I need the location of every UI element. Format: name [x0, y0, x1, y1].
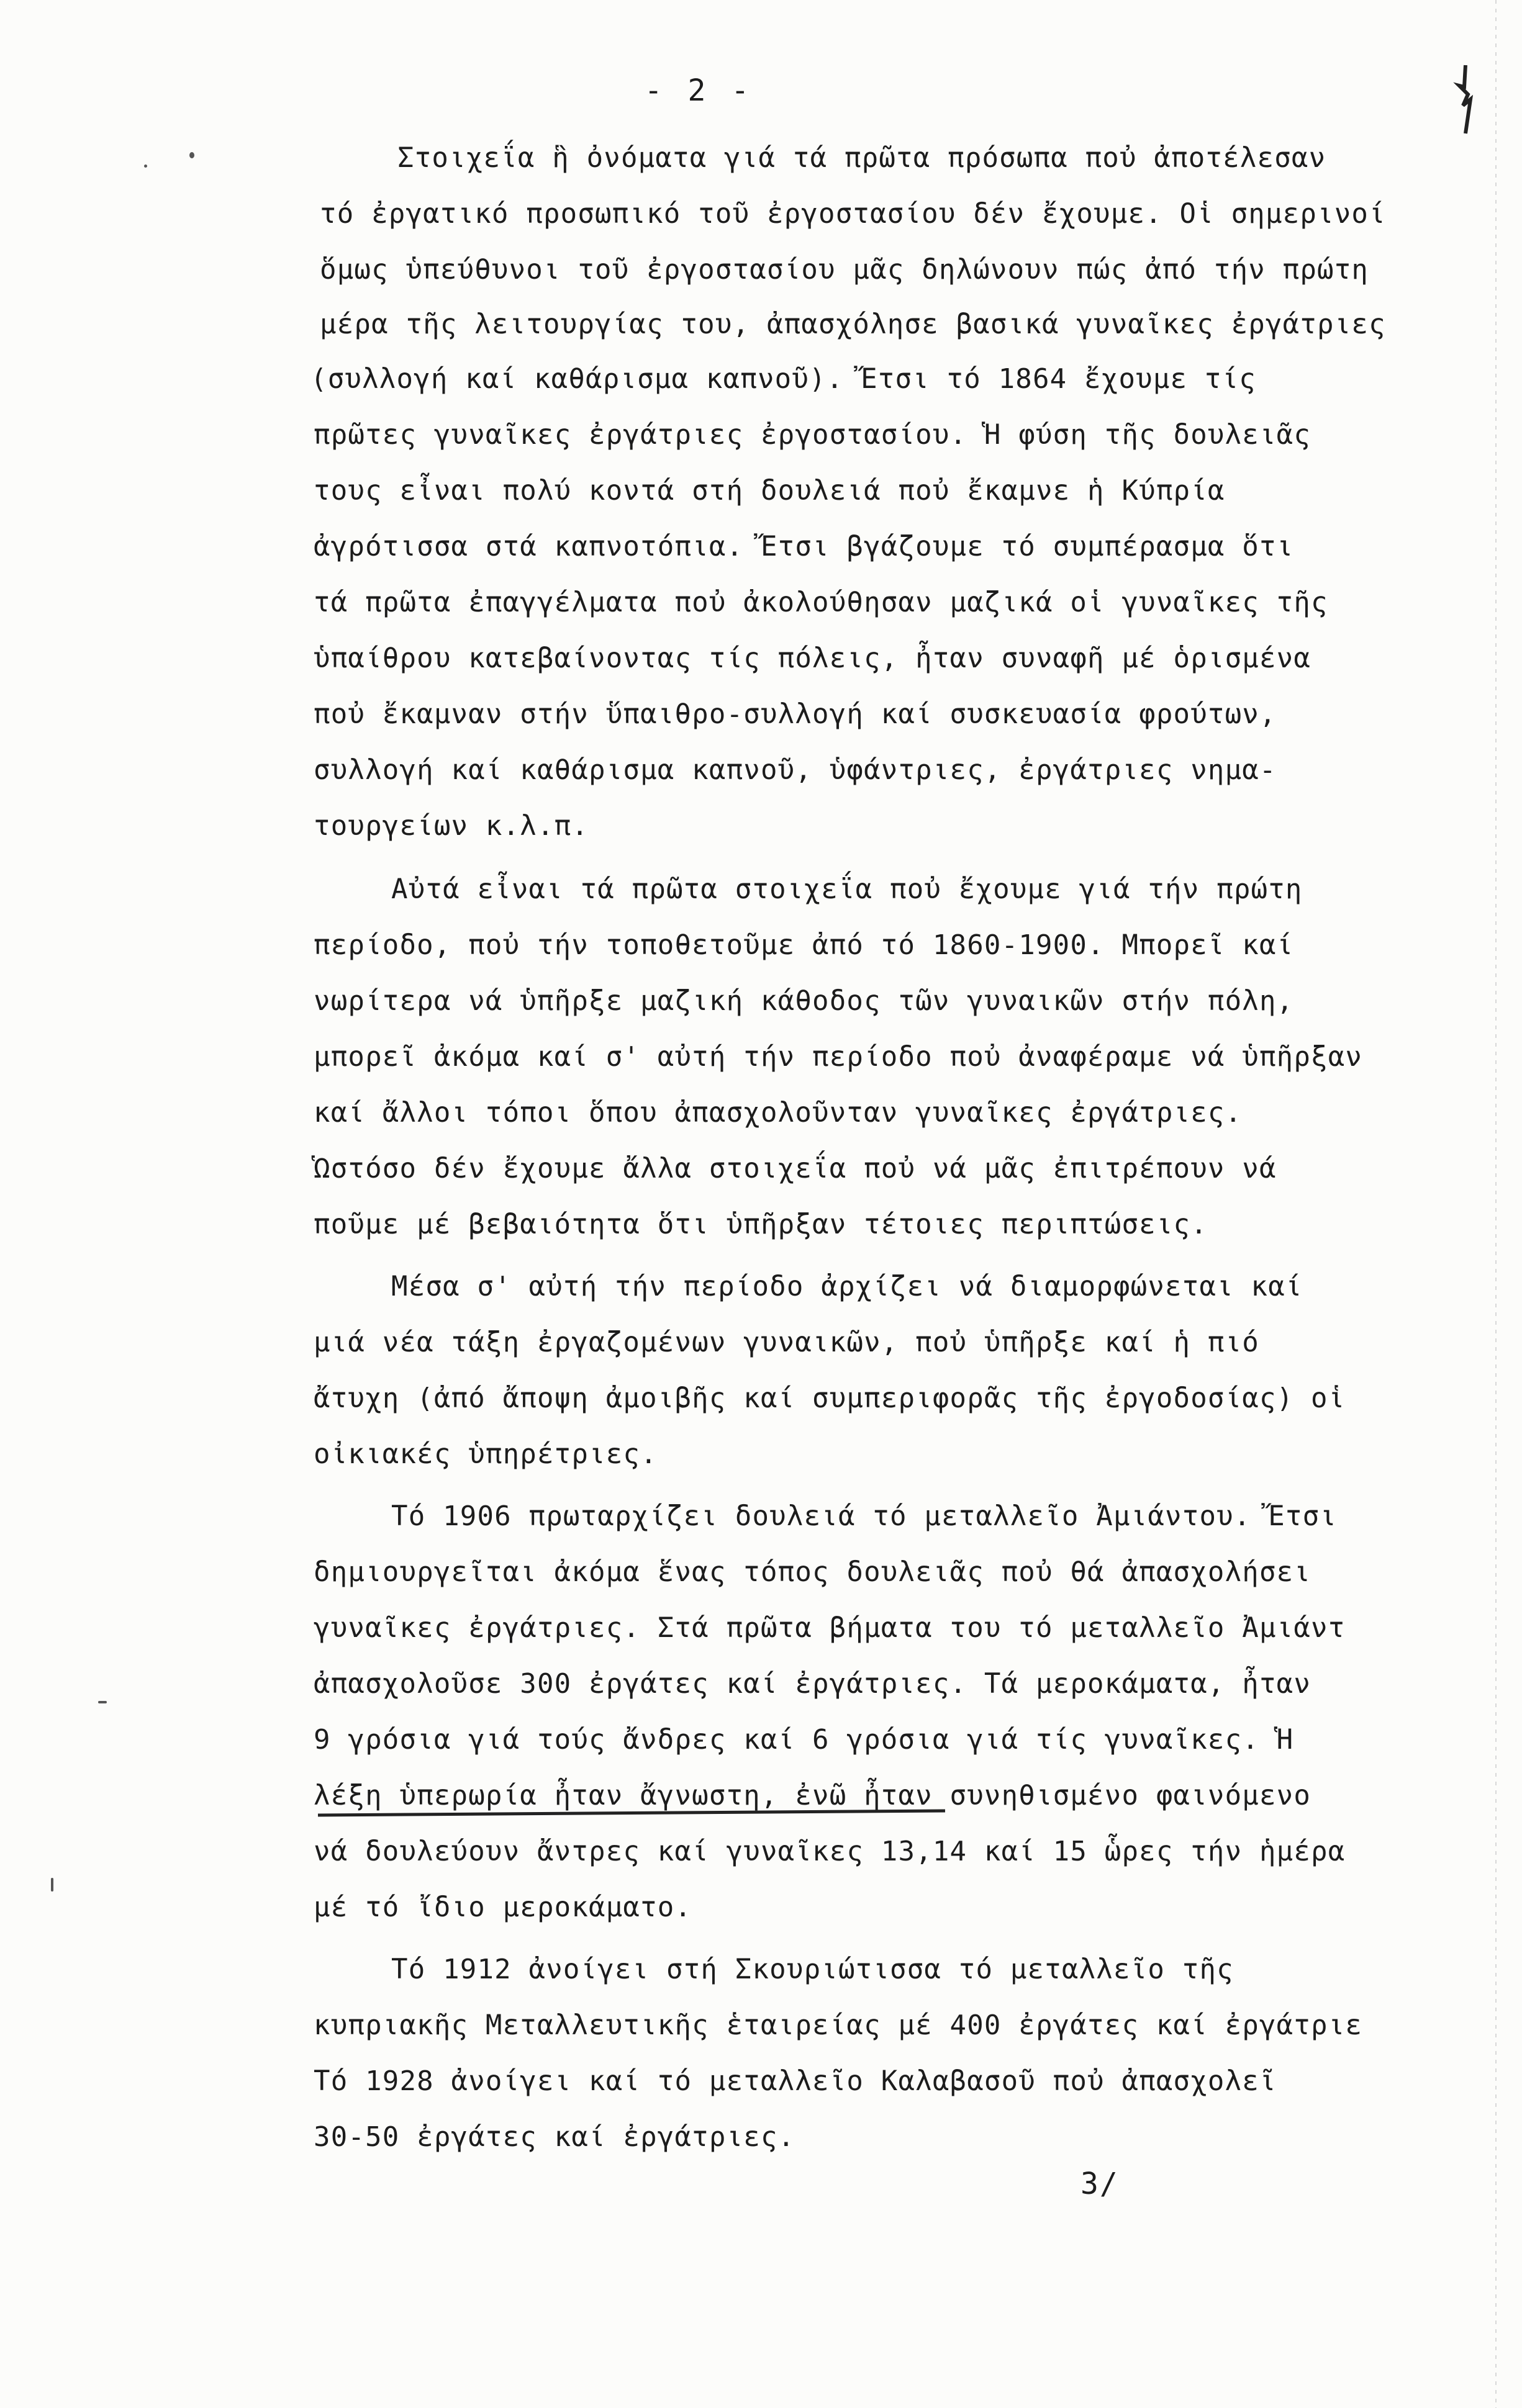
scan-speck	[189, 152, 194, 158]
text-line: (συλλογή καί καθάρισμα καπνοῦ). Ἔτσι τό 1864 ἔχουμε τίς	[310, 363, 1256, 395]
scan-speck	[144, 165, 147, 168]
margin-crease	[1495, 0, 1497, 2408]
text-line: Τό 1912 ἀνοίγει στή Σκουριώτισσα τό μεταλλεῖο τῆς	[391, 1954, 1234, 1985]
text-line: νά δουλεύουν ἄντρες καί γυναῖκες 13,14 καί 15 ὧρες τήν ἡμέρα	[314, 1836, 1346, 1867]
text-line: ποὐ ἔκαμναν στήν ὕπαιθρο-συλλογή καί συσκευασία φρούτων,	[314, 698, 1277, 730]
text-line: ποῦμε μέ βεβαιότητα ὅτι ὑπῆρξαν τέτοιες περιπτώσεις.	[314, 1209, 1208, 1240]
text-line: ἀγρότισσα στά καπνοτόπια. Ἔτσι βγάζουμε τό συμπέρασμα ὅτι	[314, 531, 1294, 562]
text-line: μέρα τῆς λειτουργίας του, ἀπασχόλησε βασικά γυναῖκες ἐργάτριες	[320, 309, 1386, 340]
text-line: ἀπασχολοῦσε 300 ἐργάτες καί ἐργάτριες. Τά μεροκάματα, ἦταν	[314, 1668, 1311, 1700]
text-line: τό ἐργατικό προσωπικό τοῦ ἐργοστασίου δέν ἔχουμε. Οἱ σημερινοί	[320, 198, 1386, 230]
scan-speck	[51, 1878, 53, 1892]
text-line: γυναῖκες ἐργάτριες. Στά πρῶτα βήματα του τό μεταλλεῖο Ἀμιάντ	[314, 1612, 1346, 1644]
text-line: περίοδο, ποὐ τήν τοποθετοῦμε ἀπό τό 1860-1900. Μπορεῖ καί	[314, 929, 1294, 961]
text-line: τουργείων κ.λ.π.	[314, 810, 589, 842]
text-line: 9 γρόσια γιά τούς ἄνδρες καί 6 γρόσια γιά τίς γυναῖκες. Ἡ	[314, 1724, 1294, 1756]
text-line: πρῶτες γυναῖκες ἐργάτριες ἐργοστασίου. Ἡ φύση τῆς δουλειᾶς	[314, 419, 1311, 451]
text-line: Μέσα σ' αὐτή τήν περίοδο ἀρχίζει νά διαμορφώνεται καί	[391, 1271, 1303, 1302]
text-line: 30-50 ἐργάτες καί ἐργάτριες.	[314, 2121, 795, 2153]
text-line: μπορεῖ ἀκόμα καί σ' αὐτή τήν περίοδο ποὐ ἀναφέραμε νά ὑπῆρξαν	[314, 1041, 1363, 1073]
scan-speck	[98, 1701, 107, 1703]
text-line: Ὡστόσο δέν ἔχουμε ἄλλα στοιχεΐα ποὐ νά μᾶς ἐπιτρέπουν νά	[314, 1153, 1277, 1184]
text-line: Τό 1906 πρωταρχίζει δουλειά τό μεταλλεῖο Ἀμιάντου. Ἔτσι	[391, 1500, 1337, 1532]
text-line: οἰκιακές ὑπηρέτριες.	[314, 1438, 658, 1470]
text-line: καί ἄλλοι τόποι ὅπου ἀπασχολοῦνταν γυναῖκες ἐργάτριες.	[314, 1097, 1243, 1129]
text-line: ἄτυχη (ἀπό ἄποψη ἀμοιβῆς καί συμπεριφορᾶς τῆς ἐργοδοσίας) οἱ	[314, 1382, 1346, 1414]
text-line: μέ τό ἴδιο μεροκάματο.	[314, 1892, 692, 1923]
text-line: κυπριακῆς Μεταλλευτικῆς ἑταιρείας μέ 400 ἐργάτες καί ἐργάτριε	[314, 2009, 1363, 2041]
text-line: Στοιχεΐα ἣ ὀνόματα γιά τά πρῶτα πρόσωπα ποὐ ἀποτέλεσαν	[397, 142, 1326, 174]
text-line: ὅμως ὑπεύθυνοι τοῦ ἐργοστασίου μᾶς δηλώνουν πώς ἀπό τήν πρώτη	[320, 254, 1369, 286]
text-line: τά πρῶτα ἐπαγγέλματα ποὐ ἀκολούθησαν μαζικά οἱ γυναῖκες τῆς	[314, 587, 1328, 618]
text-line: νωρίτερα νά ὑπῆρξε μαζική κάθοδος τῶν γυναικῶν στήν πόλη,	[314, 985, 1294, 1017]
text-line: δημιουργεῖται ἀκόμα ἕνας τόπος δουλειᾶς ποὐ θά ἀπασχολήσει	[314, 1556, 1311, 1588]
text-line: Τό 1928 ἀνοίγει καί τό μεταλλεῖο Καλαβασοῦ ποὐ ἀπασχολεῖ	[314, 2065, 1277, 2097]
text-line: τους εἶναι πολύ κοντά στή δουλειά ποὐ ἔκαμνε ἡ Κύπρία	[314, 475, 1225, 507]
text-line: ὑπαίθρου κατεβαίνοντας τίς πόλεις, ἦταν συναφῆ μέ ὁρισμένα	[314, 643, 1311, 674]
corner-ink-mark	[1447, 62, 1484, 137]
text-line: Αὐτά εἶναι τά πρῶτα στοιχεΐα ποὐ ἔχουμε γιά τήν πρώτη	[391, 873, 1303, 905]
text-line: λέξη ὑπερωρία ἦταν ἄγνωστη, ἐνῶ ἦταν συνηθισμένο φαινόμενο	[314, 1780, 1311, 1811]
next-page-marker: 3/	[1080, 2167, 1119, 2201]
page-number: - 2 -	[644, 73, 753, 108]
text-line: μιά νέα τάξη ἐργαζομένων γυναικῶν, ποὐ ὑπῆρξε καί ἡ πιό	[314, 1327, 1259, 1358]
text-line: συλλογή καί καθάρισμα καπνοῦ, ὑφάντριες, ἐργάτριες νημα-	[314, 754, 1277, 786]
